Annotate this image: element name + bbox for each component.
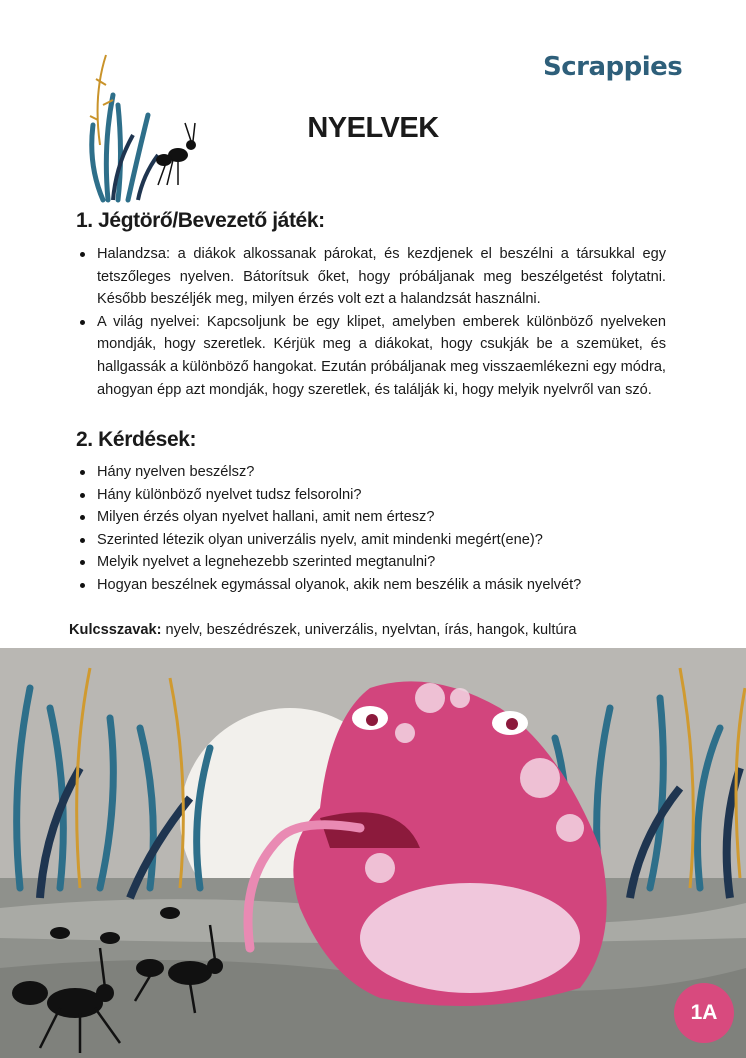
section2-heading: 2. Kérdések: bbox=[76, 428, 197, 451]
list-item: Hány nyelven beszélsz? bbox=[80, 461, 666, 484]
page-title: NYELVEK bbox=[307, 112, 439, 144]
questions-list bbox=[80, 461, 666, 597]
frog-illustration bbox=[0, 648, 746, 1058]
list-item: Hogyan beszélnek egymással olyanok, akik nem beszélik a másik nyelvét? bbox=[80, 574, 666, 597]
page-badge: 1A bbox=[674, 983, 734, 1043]
scrappies-logo: Scrappies bbox=[543, 52, 683, 82]
list-item: A világ nyelvei: Kapcsoljunk be egy klipet, amelyben emberek különböző nyelveken mondják, hogy szeretlek. Kérjük meg a diákokat, hogy csukják be a szemüket, és hallgassák a különböző hangokat. Ezután próbáljanak meg visszaemlékezni egy módra, ahogyan épp azt mondják, hogy szeretlek, és találják ki, hogy melyik nyelvről van szó. bbox=[80, 311, 666, 401]
section1-heading: 1. Jégtörő/Bevezető játék: bbox=[76, 209, 325, 232]
list-item: Halandzsa: a diákok alkossanak párokat, és kezdjenek el beszélni a társukkal egy tetszőleges nyelven. Bátorítsuk őket, hogy próbáljanak meg beszélgetést folytatni. Később beszéljék meg, milyen érzés volt ezt a halandzsát használni. bbox=[80, 243, 666, 311]
keywords-label: Kulcsszavak: bbox=[69, 622, 162, 638]
list-item: Szerinted létezik olyan univerzális nyelv, amit mindenki megért(ene)? bbox=[80, 529, 666, 552]
keywords bbox=[69, 622, 577, 638]
list-item: Melyik nyelvet a legnehezebb szerinted megtanulni? bbox=[80, 551, 666, 574]
list-item: Milyen érzés olyan nyelvet hallani, amit nem értesz? bbox=[80, 506, 666, 529]
icebreaker-list bbox=[80, 243, 666, 401]
list-item: Hány különböző nyelvet tudsz felsorolni? bbox=[80, 484, 666, 507]
keywords-text: nyelv, beszédrészek, univerzális, nyelvtan, írás, hangok, kultúra bbox=[161, 622, 577, 638]
